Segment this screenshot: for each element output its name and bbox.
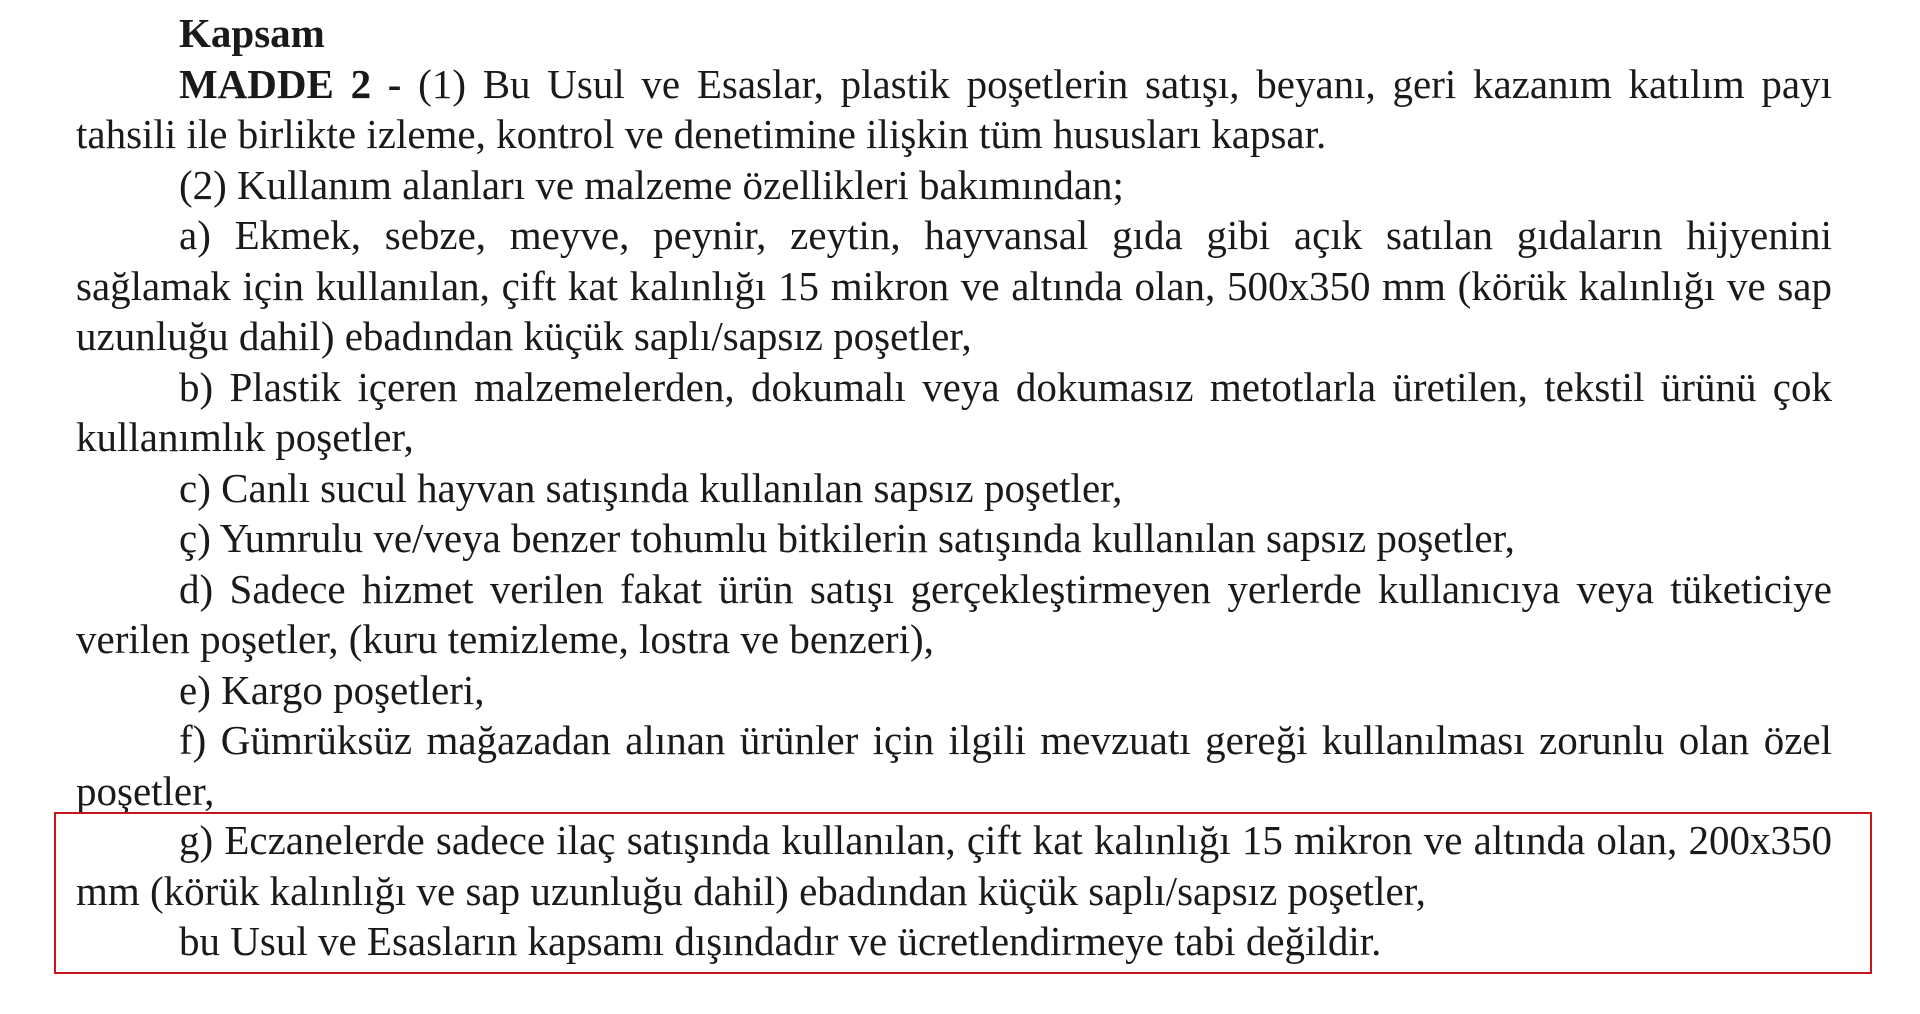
madde-label: MADDE 2 - xyxy=(179,60,402,107)
item-e: e) Kargo poşetleri, xyxy=(179,666,485,713)
closing-sentence: bu Usul ve Esasların kapsamı dışındadır ve ücretlendirmeye tabi değildir. xyxy=(179,918,1382,964)
item-2: (2) Kullanım alanları ve malzeme özellikleri bakımından; xyxy=(179,161,1124,208)
item-cc: ç) Yumrulu ve/veya benzer tohumlu bitkilerin satışında kullanılan sapsız poşetler, xyxy=(179,515,1515,561)
document-body xyxy=(76,8,1832,816)
item-b: b) Plastik içeren malzemelerden, dokumalı veya dokumasız metotlarla üretilen, tekstil ürünü çok kullanımlık poşetler, xyxy=(76,363,1832,460)
item-g: g) Eczanelerde sadece ilaç satışında kullanılan, çift kat kalınlığı 15 mikron ve altında olan, 200x350 mm (körük kalınlığı ve sap uzunluğu dahil) ebadından küçük saplı/sapsız poşetler, xyxy=(76,817,1832,914)
section-heading: Kapsam xyxy=(179,10,325,56)
madde-2-paragraph xyxy=(76,59,1832,160)
item-c: c) Canlı sucul hayvan satışında kullanılan sapsız poşetler, xyxy=(179,464,1123,511)
item-f: f) Gümrüksüz mağazadan alınan ürünler için ilgili mevzuatı gereği kullanılması zorunlu olan özel poşetler, xyxy=(76,717,1832,814)
item-a: a) Ekmek, sebze, meyve, peynir, zeytin, hayvansal gıda gibi açık satılan gıdaların hijyenini sağlamak için kullanılan, çift kat kalınlığı 15 mikron ve altında olan, 500x350 mm (körük kalınlığı ve sap uzunluğu dahil) ebadından küçük saplı/sapsız poşetler, xyxy=(76,212,1832,359)
item-d: d) Sadece hizmet verilen fakat ürün satışı gerçekleştirmeyen yerlerde kullanıcıya veya tüketiciye verilen poşetler, (kuru temizleme, lostra ve benzeri), xyxy=(76,565,1832,662)
madde-text: (1) Bu Usul ve Esaslar, plastik poşetlerin satışı, beyanı, geri kazanım katılım payı tahsili ile birlikte izleme, kontrol ve denetimine ilişkin tüm hususları kapsar. xyxy=(76,60,1833,157)
highlighted-text xyxy=(76,815,1832,967)
